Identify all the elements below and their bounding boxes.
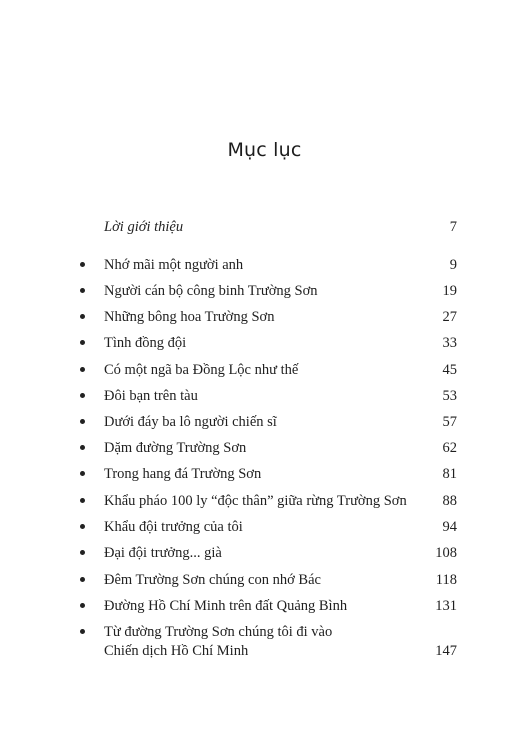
toc-entry[interactable] (0, 386, 529, 406)
entry-title: Đôi bạn trên tàu (104, 388, 198, 404)
toc-entry[interactable] (0, 281, 529, 301)
entry-title: Dưới đáy ba lô người chiến sĩ (104, 414, 277, 430)
toc-entry[interactable] (0, 360, 529, 380)
bullet-icon (80, 419, 85, 424)
entry-title: Khẩu pháo 100 ly “độc thân” giữa rừng Trường Sơn (104, 493, 407, 509)
page-title: Mục lục (227, 139, 302, 161)
entry-page-number: 118 (435, 572, 457, 588)
bullet-icon (80, 550, 85, 555)
toc-entry[interactable] (0, 464, 529, 484)
entry-title: Đường Hồ Chí Minh trên đất Quảng Bình (104, 598, 348, 614)
entry-page-number: 7 (449, 219, 457, 235)
entry-page-number: 33 (442, 335, 457, 351)
entry-title: Từ đường Trường Sơn chúng tôi đi vào (104, 624, 333, 640)
bullet-icon (80, 577, 85, 582)
toc-entry-intro[interactable] (0, 217, 529, 237)
bullet-icon (80, 340, 85, 345)
toc-entry[interactable] (0, 333, 529, 353)
entry-page-number: 131 (435, 598, 457, 614)
entry-page-number: 62 (442, 440, 457, 456)
bullet-icon (80, 629, 85, 634)
toc-entry[interactable] (0, 255, 529, 275)
entry-page-number: 94 (442, 519, 457, 535)
bullet-icon (80, 367, 85, 372)
entry-title: Khẩu đội trưởng của tôi (104, 519, 243, 535)
entry-title: Những bông hoa Trường Sơn (104, 309, 275, 325)
bullet-icon (80, 262, 85, 267)
entry-page-number: 81 (442, 466, 457, 482)
bullet-icon (80, 445, 85, 450)
entry-title: Trong hang đá Trường Sơn (104, 466, 262, 482)
entry-page-number: 88 (442, 493, 457, 509)
bullet-icon (80, 498, 85, 503)
entry-page-number: 53 (442, 388, 457, 404)
toc-entry[interactable] (0, 412, 529, 432)
entry-title: Nhớ mãi một người anh (104, 257, 244, 273)
entry-page-number: 45 (442, 362, 457, 378)
toc-entry[interactable] (0, 596, 529, 616)
entry-page-number: 147 (435, 643, 457, 659)
entry-title: Lời giới thiệu (104, 219, 184, 235)
bullet-icon (80, 471, 85, 476)
bullet-icon (80, 393, 85, 398)
entry-title: Có một ngã ba Đồng Lộc như thế (104, 362, 299, 378)
toc-entry[interactable] (0, 307, 529, 327)
entry-page-number: 9 (449, 257, 457, 273)
entry-title-continued: Chiến dịch Hồ Chí Minh (104, 643, 249, 659)
entry-page-number: 27 (442, 309, 457, 325)
entry-title: Tình đồng đội (104, 335, 187, 351)
toc-entry[interactable] (0, 622, 529, 662)
entry-title: Đại đội trưởng... già (104, 545, 222, 561)
bullet-icon (80, 288, 85, 293)
toc-entry[interactable] (0, 491, 529, 511)
toc-entry[interactable] (0, 517, 529, 537)
bullet-icon (80, 603, 85, 608)
toc-entry[interactable] (0, 438, 529, 458)
bullet-icon (80, 314, 85, 319)
entry-page-number: 108 (435, 545, 457, 561)
entry-title: Người cán bộ công binh Trường Sơn (104, 283, 318, 299)
entry-title: Đêm Trường Sơn chúng con nhớ Bác (104, 572, 321, 588)
entry-title: Dặm đường Trường Sơn (104, 440, 247, 456)
bullet-icon (80, 524, 85, 529)
entry-page-number: 19 (442, 283, 457, 299)
entry-page-number: 57 (442, 414, 457, 430)
toc-entry[interactable] (0, 543, 529, 563)
toc-entry[interactable] (0, 570, 529, 590)
